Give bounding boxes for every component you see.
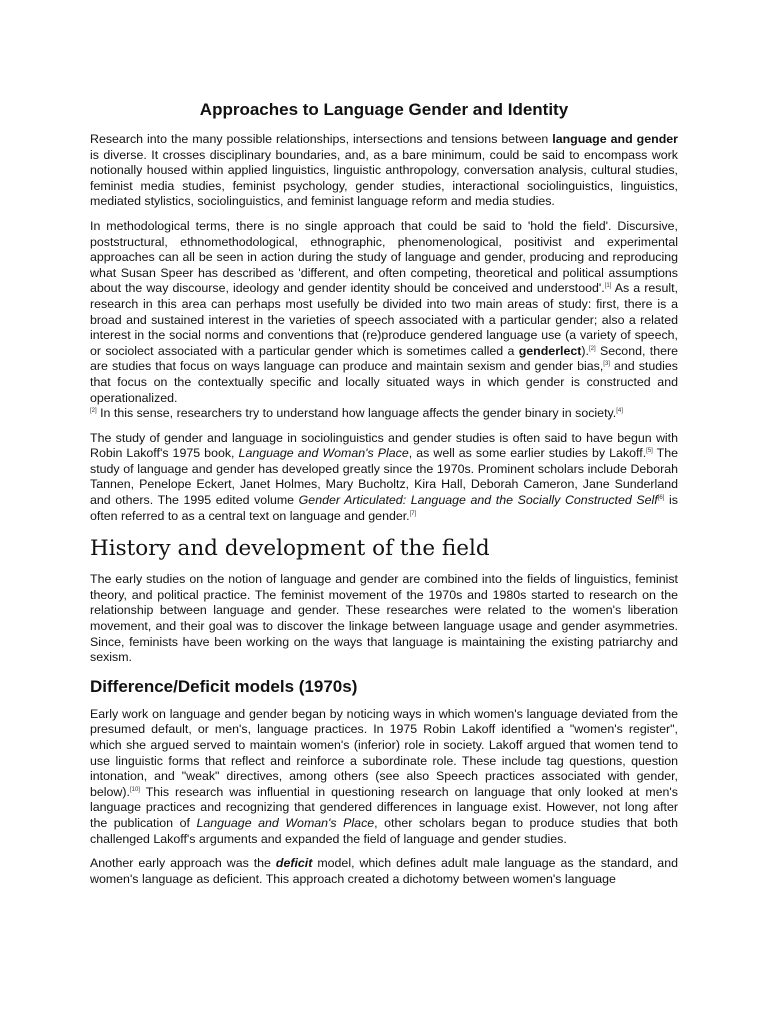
deficit-model-paragraph (90, 856, 678, 887)
bold-italic-term: deficit (275, 856, 313, 871)
text-run: Second, there are studies that focus on ways language can produce and maintain sexism and gender bias, (90, 343, 678, 374)
book-title: Language and Woman's Place (238, 446, 409, 461)
text-run: The study of language and gender has developed greatly since the 1970s. Prominent scholars include Deborah Tannen, Penelope Eckert, Janet Holmes, Mary Bucholtz, Kira Hall, Deborah Cameron, Jane Sunderland and others. The 1995 edited volume (90, 446, 679, 508)
methodology-paragraph (90, 219, 678, 422)
citation-ref[interactable]: [1] (604, 283, 612, 290)
text-run: , other scholars began to produce studies that both challenged Lakoff's arguments and expanded the field of language and gender studies. (90, 815, 678, 846)
section-heading-history: History and development of the field (90, 536, 490, 562)
citation-ref[interactable]: [10] (129, 786, 140, 793)
early-studies-paragraph: The early studies on the notion of language and gender are combined into the fields of linguistics, feminist theory, and political practice. The feminist movement of the 1970s and 1980s started to research on the relationship between language and gender. These researches were related to the women's liberation movement, and their goal was to discover the linkage between language usage and gender asymmetries. Since, feminists have been working on the ways that language is maintaining the existing patriarchy and sexism. (90, 572, 678, 665)
subsection-heading-deficit: Difference/Deficit models (1970s) (90, 676, 358, 696)
early-work-paragraph (90, 707, 678, 847)
citation-ref[interactable]: [3] (603, 361, 610, 368)
text-run: The study of gender and language in sociolinguistics and gender studies is often said to have begun with Robin Lakoff's 1975 book, (90, 430, 678, 461)
book-title: Language and Woman's Place (196, 815, 375, 830)
document-page (90, 98, 678, 896)
text-run: Research into the many possible relationships, intersections and tensions between (90, 132, 553, 146)
text-run: Another early approach was the (90, 856, 276, 871)
book-title: Gender Articulated: Language and the Socially Constructed Self (298, 493, 658, 508)
text-run: In this sense, researchers try to understand how language affects the gender binary in society. (96, 406, 617, 421)
text-run: model, which defines adult male language as the standard, and women's language as deficient. This approach created a dichotomy between women's language (90, 856, 678, 886)
text-run: , as well as some earlier studies by Lakoff. (408, 446, 647, 461)
text-run: ). (581, 343, 589, 358)
text-run: This research was influential in questioning research on language that only looked at men's language practices and recognizing that gendered differences in language exist. However, not long after the publication of (90, 784, 678, 830)
bold-term: genderlect (518, 343, 582, 358)
text-run: Early work on language and gender began by noticing ways in which women's language deviated from the presumed default, or men's, language practices. In 1975 Robin Lakoff identified a "women's register", which she argued served to maintain women's (inferior) role in society. Lakoff argued that women tend to use linguistic forms that reflect and reinforce a subordinate role. These include tag questions, question intonation, and "weak" directives, among others (see also Speech practices associated with gender, below). (90, 706, 678, 799)
citation-ref[interactable]: [4] (616, 407, 623, 414)
text-run: is diverse. It crosses disciplinary boundaries, and, as a bare minimum, could be said to encompass work notionally housed within applied linguistics, linguistic anthropology, conversation analysis, cultural studies, feminist media studies, feminist psychology, gender studies, interactional sociolinguistics, linguistics, mediated stylistics, sociolinguistics, and feminist language reform and media studies. (90, 147, 678, 209)
citation-ref[interactable]: [7] (409, 510, 417, 517)
text-run: is often referred to as a central text on language and gender. (90, 493, 678, 523)
bold-term: language and gender (552, 132, 678, 146)
citation-ref[interactable]: [2] (90, 407, 97, 414)
document-title: Approaches to Language Gender and Identity (199, 100, 569, 119)
text-run: and studies that focus on the contextually specific and locally situated ways in which gender is constructed and operationalized. (90, 359, 678, 405)
text-run: As a result, research in this area can perhaps most usefully be divided into two main areas of study: first, there is a broad and sustained interest in the varieties of speech associated with a particular gender; also a related interest in the social norms and conventions that (re)produce gendered language use (a variety of speech, or sociolect associated with a particular gender which is sometimes called a (90, 281, 678, 358)
citation-ref[interactable]: [5] (646, 448, 653, 455)
history-intro-paragraph (90, 431, 678, 525)
intro-paragraph (90, 132, 678, 210)
citation-ref[interactable]: [6] (657, 494, 665, 501)
citation-ref[interactable]: [2] (588, 345, 596, 352)
text-run: In methodological terms, there is no single approach that could be said to 'hold the field'. Discursive, poststructural, ethnomethodological, ethnographic, phenomenological, positivist and experimental approaches can all be seen in action during the study of language and gender, producing and reproducing what Susan Speer has described as 'different, and often competing, theoretical and political assumptions about the way discourse, ideology and gender identity should be conceived and understood'. (90, 218, 678, 296)
